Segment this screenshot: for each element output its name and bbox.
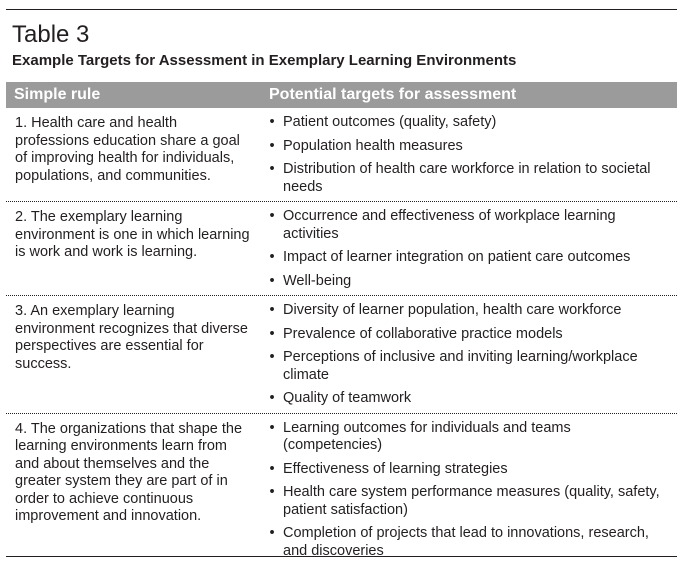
table-row: [6, 202, 677, 296]
table-body: [6, 108, 677, 565]
bullet-icon: •: [269, 161, 275, 177]
table-row: [6, 414, 677, 565]
table-title: Example Targets for Assessment in Exemplary Learning Environments: [12, 52, 517, 69]
target-text: Learning outcomes for individuals and teams (competencies): [283, 419, 571, 453]
target-item: [261, 525, 669, 560]
targets-cell: [261, 414, 677, 565]
target-item: [261, 349, 669, 384]
bottom-rule: [6, 556, 677, 557]
bullet-icon: •: [269, 460, 275, 477]
bullet-icon: •: [269, 325, 275, 342]
target-item: [261, 249, 669, 267]
target-item: [261, 273, 669, 291]
bullet-icon: •: [269, 525, 275, 541]
bullet-icon: •: [269, 302, 275, 318]
target-item: [261, 114, 669, 132]
bullet-icon: •: [269, 349, 275, 365]
rule-cell: 2. The exemplary learning environment is one in which learning is work and work is learning.: [15, 209, 250, 260]
table-row: [6, 108, 677, 202]
target-item: [261, 326, 669, 344]
bullet-icon: •: [269, 137, 275, 154]
target-text: Health care system performance measures (quality, safety, patient satisfaction): [283, 484, 660, 518]
table-header: [6, 82, 677, 108]
bullet-icon: •: [269, 272, 275, 289]
target-text: Prevalence of collaborative practice models: [283, 325, 563, 342]
target-item: [261, 420, 669, 455]
target-item: [261, 461, 669, 479]
column-header-targets: Potential targets for assessment: [269, 86, 517, 103]
target-text: Effectiveness of learning strategies: [283, 460, 508, 477]
targets-cell: [261, 202, 677, 295]
bullet-icon: •: [269, 484, 275, 500]
target-item: [261, 390, 669, 408]
target-text: Well-being: [283, 272, 352, 289]
rule-cell: 1. Health care and health professions education share a goal of improving health for individuals, populations, and communities.: [15, 115, 240, 184]
table-label: Table 3: [12, 21, 90, 48]
top-rule: [6, 9, 677, 10]
table-row: [6, 296, 677, 414]
bullet-icon: •: [269, 114, 275, 130]
target-item: [261, 138, 669, 156]
target-text: Occurrence and effectiveness of workplace learning activities: [283, 208, 616, 242]
bullet-icon: •: [269, 390, 275, 406]
target-item: [261, 302, 669, 320]
target-text: Perceptions of inclusive and inviting learning/workplace climate: [283, 349, 638, 383]
target-text: Completion of projects that lead to innovations, research, and discoveries: [283, 525, 649, 559]
targets-cell: [261, 108, 677, 201]
target-text: Population health measures: [283, 137, 463, 154]
rule-cell: 3. An exemplary learning environment recognizes that diverse perspectives are essential for success.: [15, 303, 248, 372]
column-header-simple-rule: Simple rule: [14, 86, 101, 103]
target-item: [261, 208, 669, 243]
target-text: Distribution of health care workforce in relation to societal needs: [283, 161, 651, 195]
target-item: [261, 484, 669, 519]
target-item: [261, 161, 669, 196]
bullet-icon: •: [269, 208, 275, 224]
target-text: Quality of teamwork: [283, 390, 412, 406]
target-text: Diversity of learner population, health care workforce: [283, 302, 622, 318]
target-text: Impact of learner integration on patient care outcomes: [283, 249, 631, 265]
bullet-icon: •: [269, 249, 275, 265]
bullet-icon: •: [269, 419, 275, 436]
targets-cell: [261, 296, 677, 413]
rule-cell: 4. The organizations that shape the learning environments learn from and about themselves and the greater system they are part of in order to achieve continuous improvement and innovation.: [15, 420, 243, 524]
target-text: Patient outcomes (quality, safety): [283, 114, 497, 130]
